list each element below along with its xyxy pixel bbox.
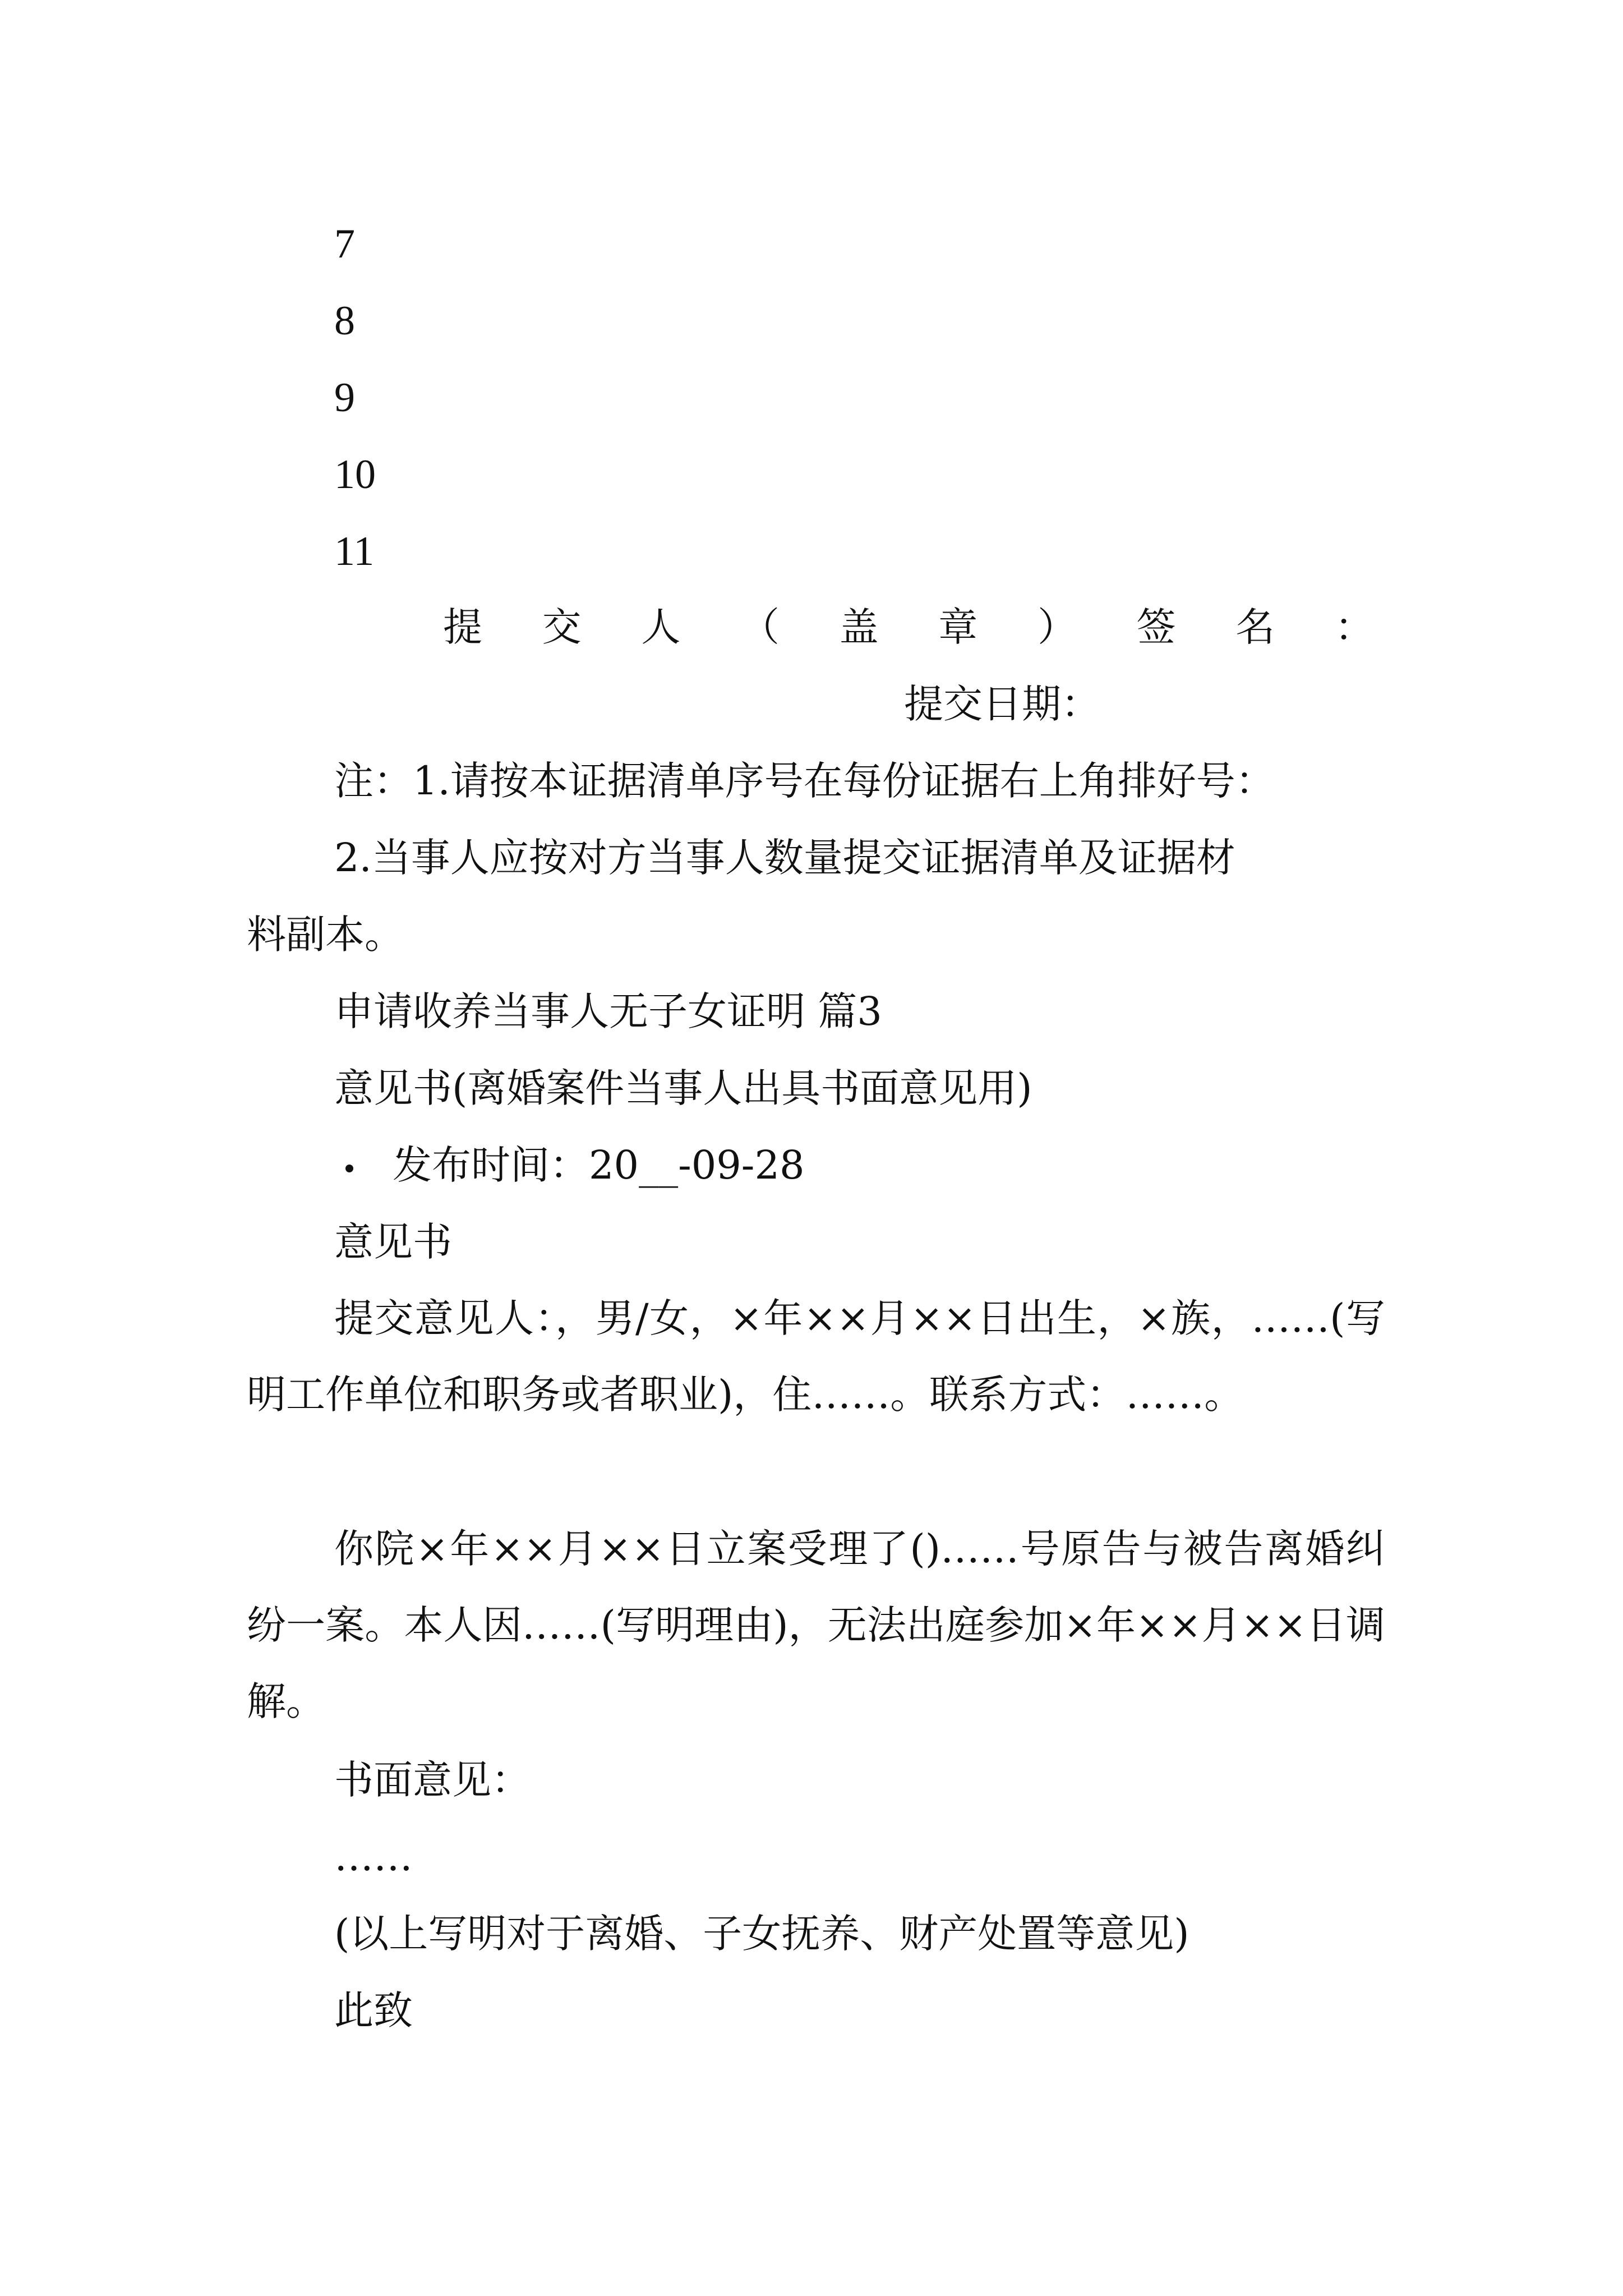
sig-char: 章 — [938, 604, 978, 650]
list-number-8: 8 — [334, 298, 355, 344]
sig-char: 盖 — [839, 604, 879, 650]
note-line-2-continued: 料副本。 — [247, 912, 404, 958]
publish-info — [334, 1142, 805, 1188]
sig-char: ： — [1334, 604, 1374, 650]
paragraph-submitter-info: 提交意见人：，男/女，×年××月××日出生，×族，……(写明工作单位和职务或者职业)，住……。联系方式：……。 — [247, 1295, 1385, 1418]
submitter-signature-label — [443, 604, 1374, 650]
section-title: 申请收养当事人无子女证明 篇3 — [334, 988, 882, 1034]
written-opinion-label: 书面意见： — [334, 1757, 531, 1803]
list-number-9: 9 — [334, 375, 355, 421]
sig-char: ） — [1037, 604, 1077, 650]
heading: 意见书 — [334, 1219, 452, 1265]
sig-char: 人 — [641, 604, 681, 650]
publish-date: 发布时间：20__-09-28 — [393, 1142, 805, 1188]
closing-salutation: 此致 — [334, 1987, 413, 2033]
list-number-7: 7 — [334, 221, 355, 267]
list-number-11: 11 — [334, 528, 375, 574]
sig-char: 交 — [542, 604, 582, 650]
opinion-ellipsis: …… — [334, 1834, 413, 1880]
sig-char: 提 — [443, 604, 482, 650]
list-number-10: 10 — [334, 452, 376, 498]
sig-char: （ — [740, 604, 780, 650]
note-line-2: 2.当事人应按对方当事人数量提交证据清单及证据材 — [334, 835, 1235, 881]
opinion-note: (以上写明对于离婚、子女抚养、财产处置等意见) — [334, 1911, 1189, 1957]
submit-date-label: 提交日期： — [904, 681, 1100, 727]
sig-char: 名 — [1235, 604, 1275, 650]
sig-char: 签 — [1136, 604, 1176, 650]
note-line-1: 注：1.请按本证据清单序号在每份证据右上角排好号： — [334, 758, 1275, 804]
paragraph-case-info: 你院×年××月××日立案受理了()……号原告与被告离婚纠纷一案。本人因……(写明理由)，无法出庭参加×年××月××日调解。 — [247, 1526, 1385, 1724]
bullet-icon — [345, 1165, 353, 1172]
document-title: 意见书(离婚案件当事人出具书面意见用) — [334, 1065, 1032, 1111]
